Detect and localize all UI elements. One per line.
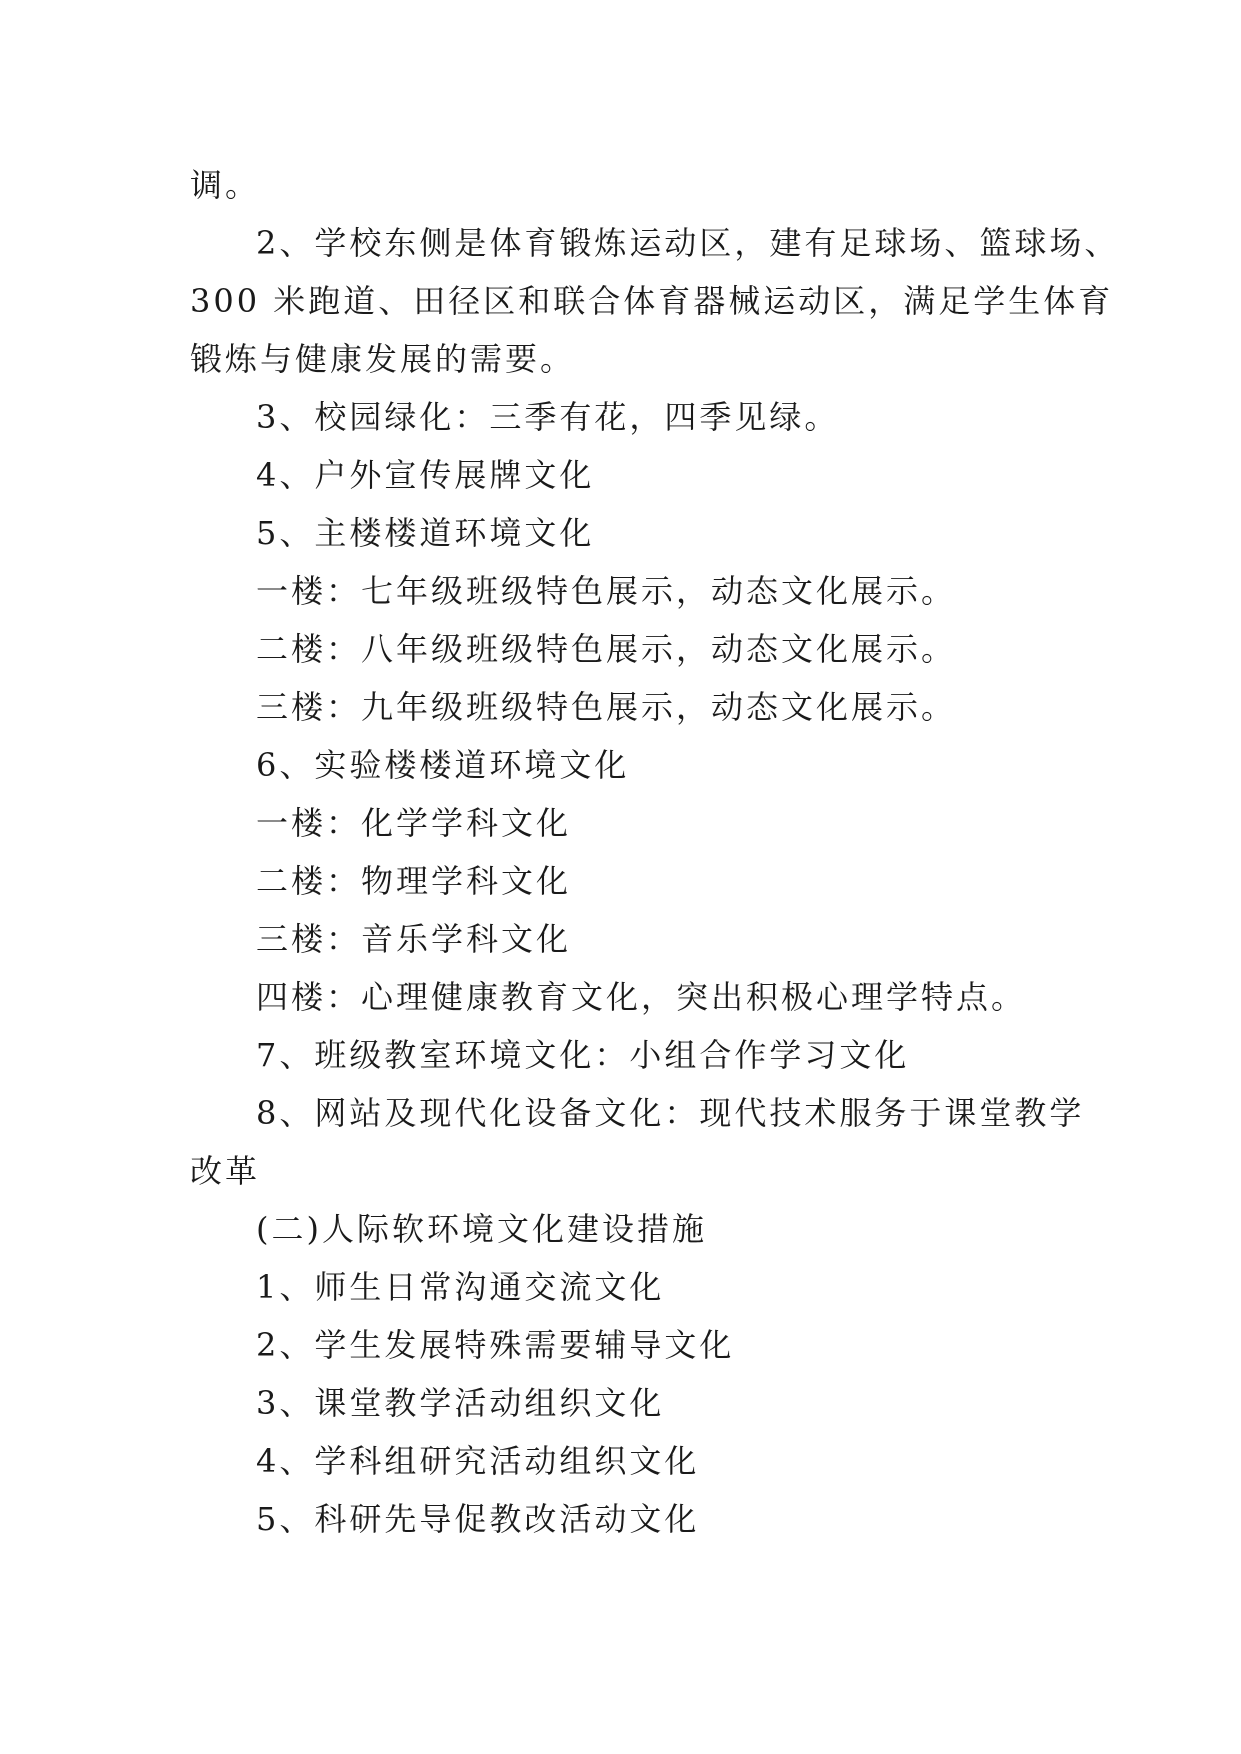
- paragraph-line: 5、科研先导促教改活动文化: [256, 1500, 700, 1538]
- section-heading: (二)人际软环境文化建设措施: [256, 1210, 707, 1248]
- paragraph-line: 二楼：八年级班级特色展示，动态文化展示。: [256, 630, 957, 668]
- document-body: [190, 156, 1120, 1548]
- paragraph-line: 4、学科组研究活动组织文化: [256, 1442, 700, 1480]
- paragraph-line: 2、学生发展特殊需要辅导文化: [256, 1326, 735, 1364]
- paragraph-line: 7、班级教室环境文化：小组合作学习文化: [256, 1036, 910, 1074]
- paragraph-line: 5、主楼楼道环境文化: [256, 514, 595, 552]
- paragraph-line: 改革: [190, 1152, 261, 1190]
- paragraph-line: 2、学校东侧是体育锻炼运动区，建有足球场、篮球场、: [256, 224, 1120, 262]
- paragraph-line: 3、校园绿化：三季有花，四季见绿。: [256, 398, 840, 436]
- paragraph-line: 调。: [190, 166, 261, 204]
- paragraph-line: 8、网站及现代化设备文化：现代技术服务于课堂教学: [256, 1094, 1085, 1132]
- paragraph-line: 4、户外宣传展牌文化: [256, 456, 595, 494]
- paragraph-line: 6、实验楼楼道环境文化: [256, 746, 630, 784]
- paragraph-line: 3、课堂教学活动组织文化: [256, 1384, 665, 1422]
- paragraph-line: 1、师生日常沟通交流文化: [256, 1268, 665, 1306]
- paragraph-line: 一楼：七年级班级特色展示，动态文化展示。: [256, 572, 957, 610]
- paragraph-line: 一楼：化学学科文化: [256, 804, 572, 842]
- paragraph-line: 三楼：音乐学科文化: [256, 920, 572, 958]
- paragraph-line: 二楼：物理学科文化: [256, 862, 572, 900]
- paragraph-line: 300 米跑道、田径区和联合体育器械运动区，满足学生体育: [190, 282, 1114, 320]
- paragraph-line: 四楼：心理健康教育文化，突出积极心理学特点。: [256, 978, 1027, 1016]
- paragraph-line: 锻炼与健康发展的需要。: [190, 340, 576, 378]
- paragraph-line: 三楼：九年级班级特色展示，动态文化展示。: [256, 688, 957, 726]
